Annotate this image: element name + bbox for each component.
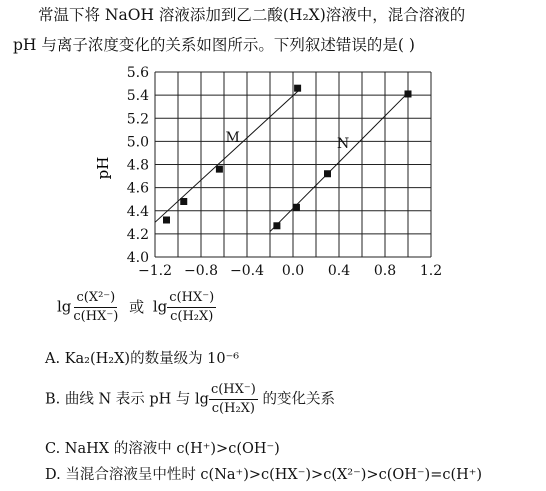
series-n-point xyxy=(405,90,412,97)
series-n-label: N xyxy=(337,136,350,153)
y-tick-label: 4.4 xyxy=(126,203,149,220)
axis-fraction-2-denominator: c(H₂X) xyxy=(170,309,214,324)
axis-expression-prefix: lg xyxy=(57,297,72,316)
series-n-point xyxy=(273,222,280,229)
option-b xyxy=(45,382,335,417)
x-tick-label: −0.8 xyxy=(184,263,218,279)
option-d: D. 当混合溶液呈中性时 c(Na⁺)>c(HX⁻)>c(X²⁻)>c(OH⁻)=c(H⁺) xyxy=(45,467,483,483)
option-b-denominator: c(H₂X) xyxy=(211,401,256,416)
question-stem-line-2: pH 与离子浓度变化的关系如图所示。下列叙述错误的是( ) xyxy=(13,36,415,54)
x-tick-label: −0.4 xyxy=(230,263,264,279)
axis-expression xyxy=(57,290,216,325)
y-tick-label: 4.6 xyxy=(126,180,149,197)
axis-expression-connector: 或 xyxy=(129,297,145,316)
x-tick-label: 0.4 xyxy=(327,263,351,279)
axis-expression-prefix-2: lg xyxy=(152,297,168,316)
series-n-point xyxy=(324,170,331,177)
option-a: A. Ka₂(H₂X)的数量级为 10⁻⁶ xyxy=(45,351,240,367)
series-m-point xyxy=(216,166,223,173)
y-tick-label: 4.0 xyxy=(126,250,149,266)
axis-fraction-1 xyxy=(71,290,120,325)
option-b-prefix: B. 曲线 N 表示 pH 与 lg xyxy=(45,391,209,408)
axis-fraction-2-numerator: c(HX⁻) xyxy=(167,290,216,308)
option-c: C. NaHX 的溶液中 c(H⁺)>c(OH⁻) xyxy=(45,441,280,457)
series-m-label: M xyxy=(225,129,240,146)
y-tick-label: 5.0 xyxy=(126,134,149,151)
axis-fraction-1-numerator: c(X²⁻) xyxy=(74,290,117,308)
question-stem-line-1: 常温下将 NaOH 溶液添加到乙二酸(H₂X)溶液中，混合溶液的 xyxy=(38,6,466,24)
x-tick-label: −1.2 xyxy=(138,263,172,279)
axis-fraction-1-denominator: c(HX⁻) xyxy=(73,309,119,324)
y-tick-label: 5.6 xyxy=(126,65,149,81)
y-tick-label: 5.2 xyxy=(126,111,149,128)
y-tick-label: 5.4 xyxy=(126,88,149,105)
series-n-point xyxy=(293,204,300,211)
series-m-point xyxy=(180,198,187,205)
series-m-point xyxy=(294,85,301,92)
axis-fraction-2 xyxy=(167,290,216,325)
y-tick-label: 4.2 xyxy=(126,226,149,243)
x-tick-label: 0.0 xyxy=(281,263,305,279)
y-tick-label: 4.8 xyxy=(126,157,149,174)
option-b-numerator: c(HX⁻) xyxy=(209,382,258,400)
x-tick-label: 0.8 xyxy=(373,263,397,279)
option-b-suffix: 的变化关系 xyxy=(262,391,335,408)
x-tick-label: 1.2 xyxy=(419,263,443,279)
series-m-line xyxy=(155,89,300,222)
ph-chart xyxy=(0,58,546,290)
series-m-point xyxy=(163,217,170,224)
option-b-fraction xyxy=(209,382,258,417)
y-axis-label: pH xyxy=(94,156,112,180)
